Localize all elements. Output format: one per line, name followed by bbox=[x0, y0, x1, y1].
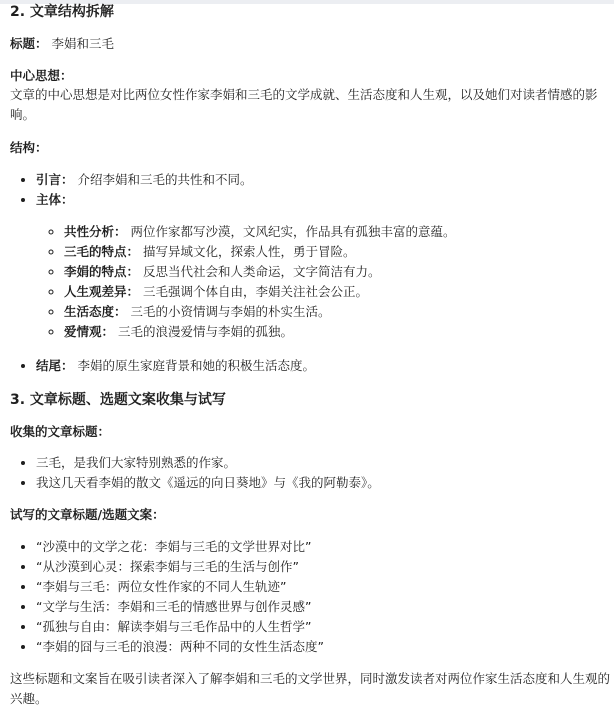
drafts-list bbox=[10, 537, 610, 657]
section-2-heading: 2. 文章结构拆解 bbox=[10, 4, 114, 20]
list-item: • “文学与生活：李娟和三毛的情感世界与创作灵感” bbox=[36, 597, 610, 617]
theme-label bbox=[10, 66, 610, 86]
item-text: 三毛的浪漫爱情与李娟的孤独。 bbox=[118, 323, 294, 339]
item-label: 李娟的特点： bbox=[64, 263, 140, 279]
structure-label bbox=[10, 138, 610, 158]
list-item bbox=[64, 242, 610, 262]
section-3-heading: 3. 文章标题、选题文案收集与试写 bbox=[10, 391, 226, 408]
item-text: 反思当代社会和人类命运，文字简洁有力。 bbox=[143, 263, 381, 279]
document-content bbox=[10, 2, 610, 709]
body-sublist bbox=[36, 222, 610, 342]
drafts-label-text: 试写的文章标题/选题文案： bbox=[10, 507, 165, 522]
list-item bbox=[64, 222, 610, 242]
theme-label-text: 中心思想： bbox=[10, 67, 73, 83]
ending-text: 李娟的原生家庭背景和她的积极生活态度。 bbox=[77, 357, 316, 373]
item-text: 三毛强调个体自由，李娟关注社会公正。 bbox=[143, 283, 369, 299]
body-label: 主体： bbox=[36, 191, 74, 207]
list-item: • 我这几天看李娟的散文《遥远的向日葵地》与《我的阿勒泰》。 bbox=[36, 473, 610, 493]
item-label: 爱情观： bbox=[64, 323, 115, 339]
intro-text: 介绍李娟和三毛的共性和不同。 bbox=[77, 171, 253, 187]
intro-label: 引言： bbox=[36, 171, 74, 187]
title-line bbox=[10, 34, 610, 54]
list-item: • “孤独与自由：解读李娟与三毛作品中的人生哲学” bbox=[36, 617, 610, 637]
title-label: 标题： bbox=[10, 36, 48, 51]
collected-list bbox=[10, 453, 610, 493]
structure-label-text: 结构： bbox=[10, 140, 48, 155]
structure-list bbox=[10, 170, 610, 376]
collected-label-text: 收集的文章标题： bbox=[10, 423, 111, 439]
list-item-intro bbox=[36, 170, 610, 190]
title-value: 李娟和三毛 bbox=[51, 36, 115, 51]
list-item: • “李娟与三毛：两位女性作家的不同人生轨迹” bbox=[36, 577, 610, 597]
list-item: • “从沙漠到心灵：探索李娟与三毛的生活与创作” bbox=[36, 557, 610, 577]
list-item bbox=[64, 322, 610, 342]
list-item-ending bbox=[36, 356, 610, 376]
item-text: 两位作家都写沙漠，文风纪实，作品具有孤独丰富的意蕴。 bbox=[130, 223, 456, 239]
list-item: • 三毛，是我们大家特别熟悉的作家。 bbox=[36, 453, 610, 473]
ending-label: 结尾： bbox=[36, 357, 74, 373]
list-item: • “李娟的囧与三毛的浪漫：两种不同的女性生活态度” bbox=[36, 637, 610, 657]
list-item bbox=[64, 282, 610, 302]
conclusion-text: 这些标题和文案旨在吸引读者深入了解李娟和三毛的文学世界，同时激发读者对两位作家生活态度和人生观的兴趣。 bbox=[10, 670, 611, 706]
list-item-body bbox=[36, 190, 610, 342]
theme-text: 文章的中心思想是对比两位女性作家李娟和三毛的文学成就、生活态度和人生观，以及她们对读者情感的影响。 bbox=[10, 87, 598, 122]
item-label: 三毛的特点： bbox=[64, 243, 140, 259]
list-item bbox=[64, 302, 610, 322]
collected-label bbox=[10, 422, 610, 442]
list-item: • “沙漠中的文学之花：李娟与三毛的文学世界对比” bbox=[36, 537, 610, 557]
item-text: 描写异域文化，探索人性，勇于冒险。 bbox=[143, 243, 356, 259]
item-label: 共性分析： bbox=[64, 223, 127, 239]
item-label: 人生观差异： bbox=[64, 283, 140, 299]
item-label: 生活态度： bbox=[64, 303, 127, 319]
list-item bbox=[64, 262, 610, 282]
drafts-label bbox=[10, 505, 610, 525]
item-text: 三毛的小资情调与李娟的朴实生活。 bbox=[130, 303, 331, 319]
